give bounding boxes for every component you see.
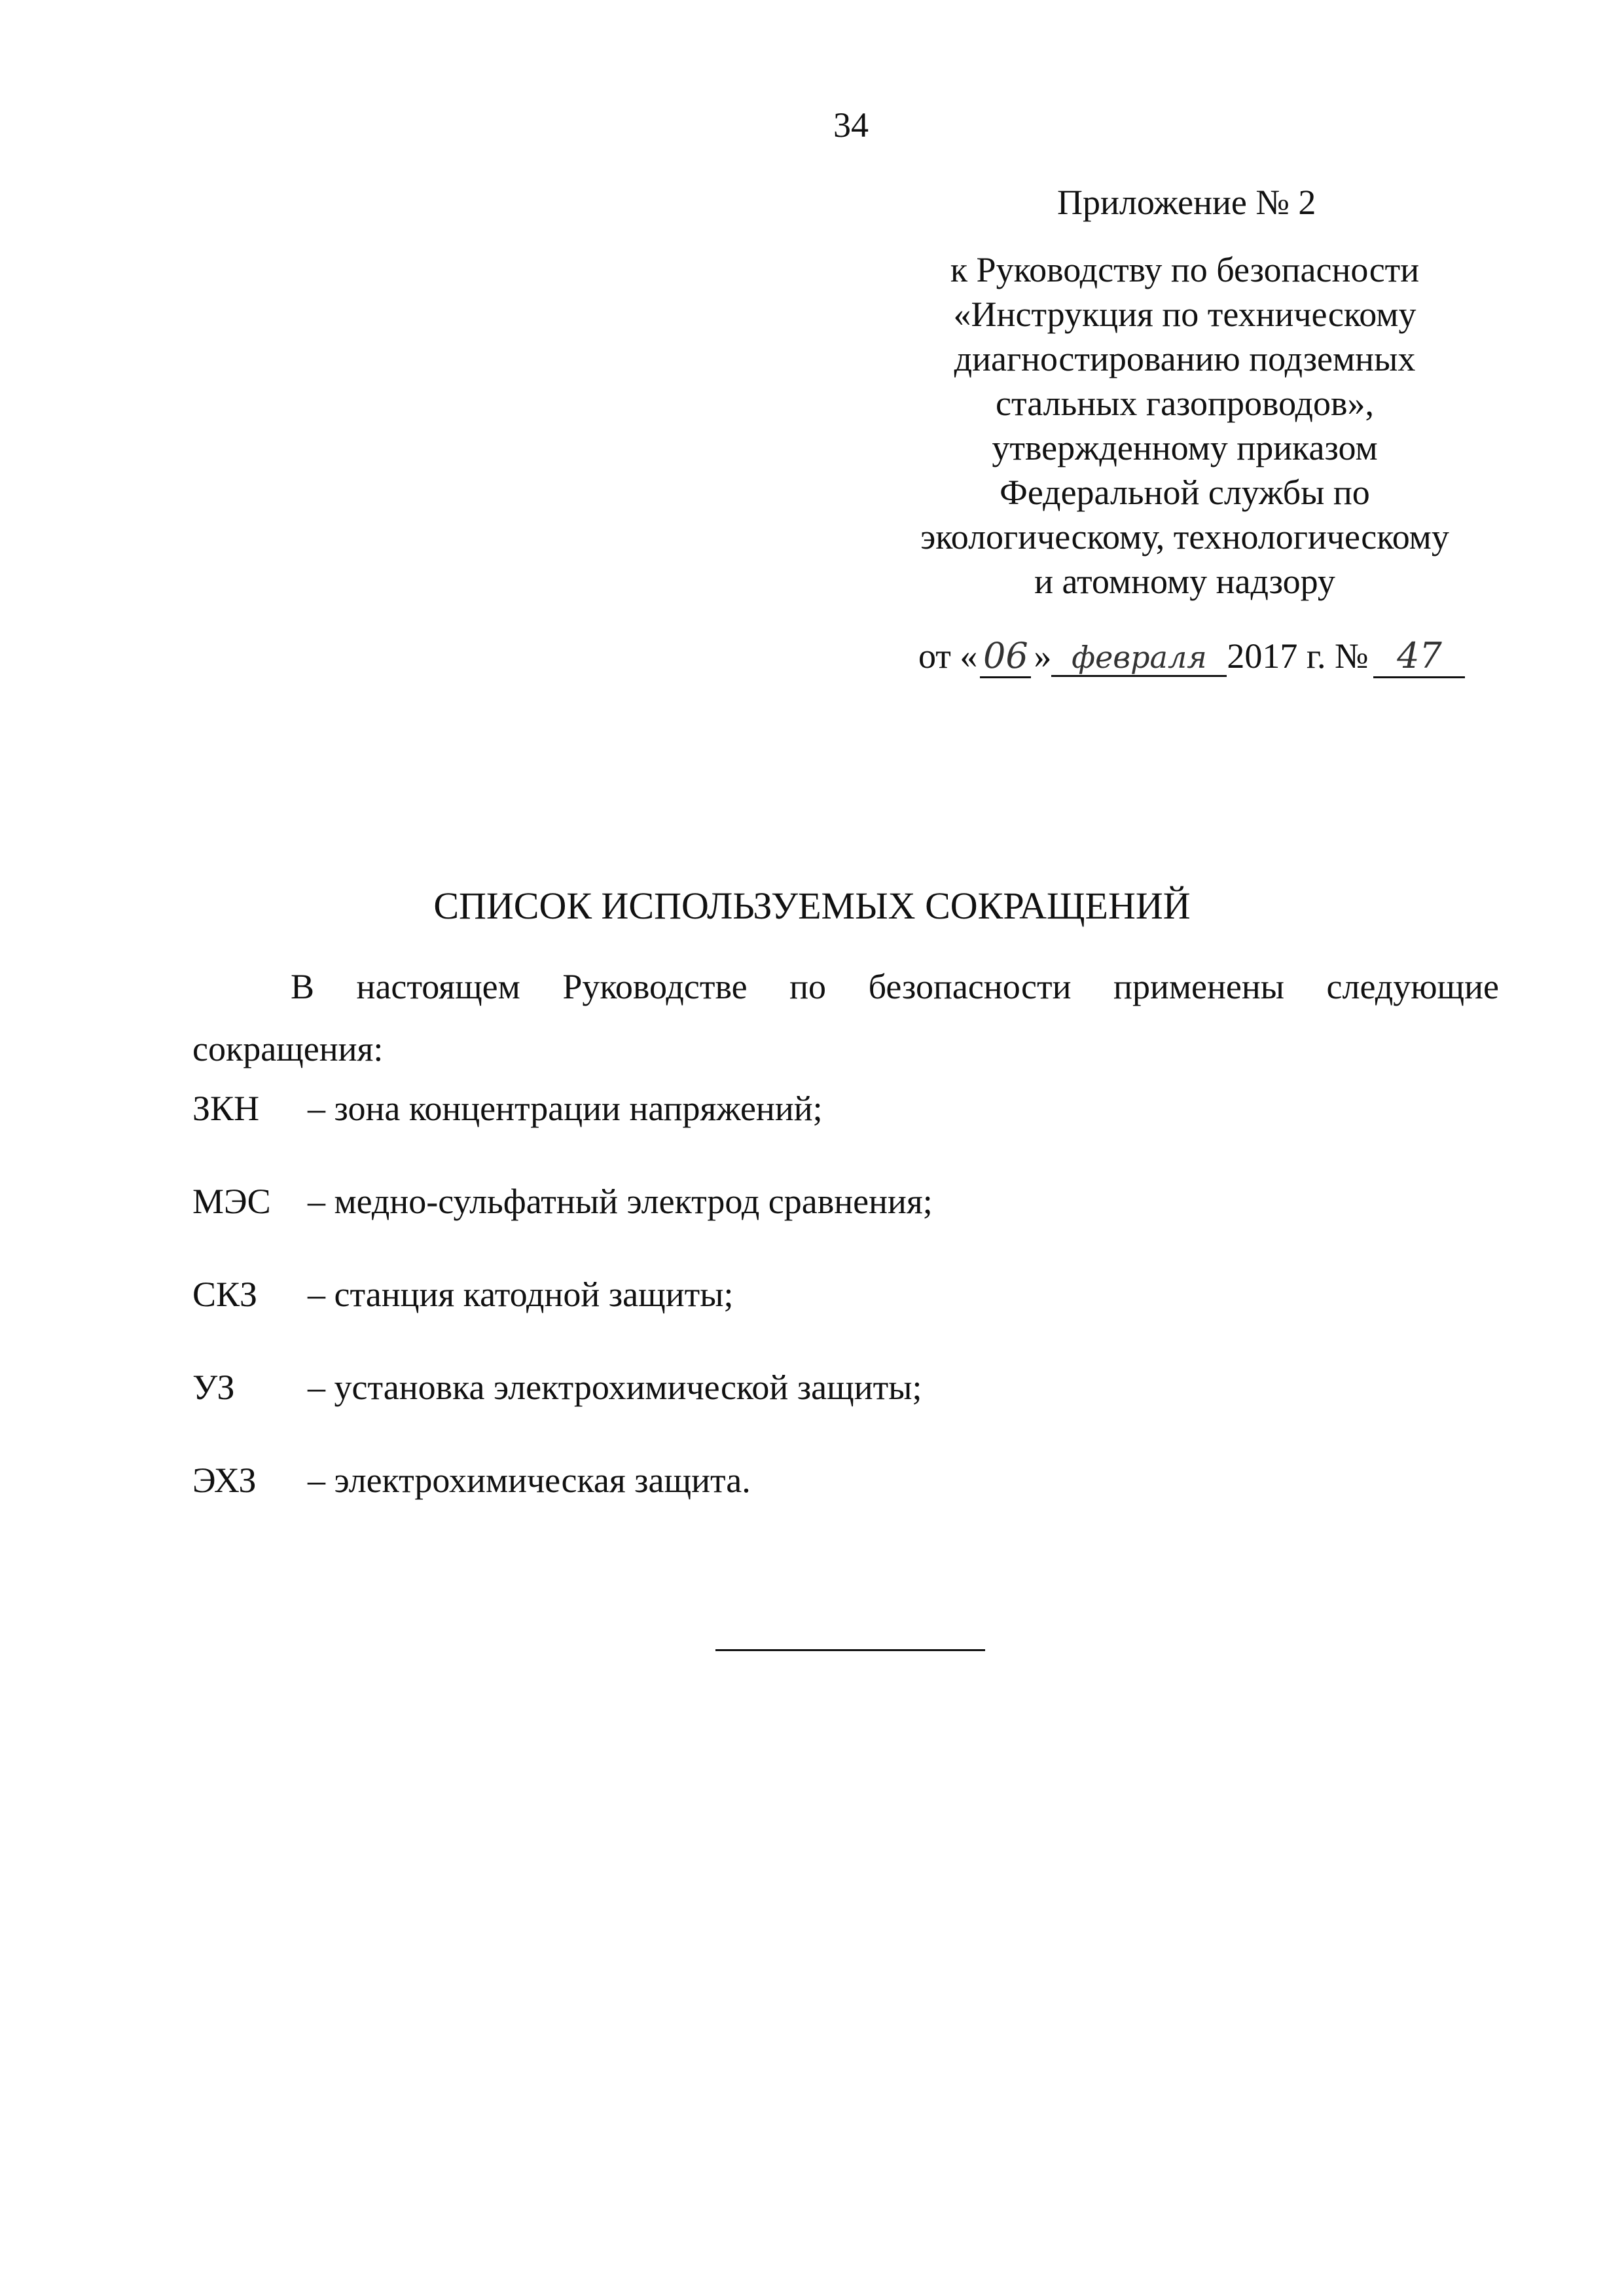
page-number: 34 [833, 105, 869, 145]
intro-paragraph [192, 956, 1499, 1080]
approval-line: диагностированию подземных [954, 339, 1416, 378]
abbreviation-definition: – станция катодной защиты; [308, 1275, 734, 1314]
intro-line-2: сокращения: [192, 1029, 384, 1068]
date-prefix: от « [918, 636, 978, 676]
approval-line: стальных газопроводов», [996, 384, 1374, 423]
abbreviation-definition: – установка электрохимической защиты; [308, 1368, 922, 1407]
abbreviation-code: МЭС [192, 1182, 271, 1221]
approval-line: экологическому, технологическому [920, 517, 1449, 556]
approval-line: и атомному надзору [1034, 562, 1335, 601]
abbreviation-code: ЗКН [192, 1089, 260, 1128]
appendix-title: Приложение № 2 [1057, 183, 1316, 222]
list-item [192, 1088, 1436, 1181]
abbreviation-definition: – зона концентрации напряжений; [308, 1089, 823, 1128]
end-rule-divider [715, 1649, 985, 1651]
list-item [192, 1181, 1436, 1274]
list-item [192, 1460, 1436, 1553]
approval-line: «Инструкция по техническому [953, 295, 1416, 334]
approval-line: к Руководству по безопасности [950, 250, 1420, 289]
abbreviation-definition: – электрохимическая защита. [308, 1461, 751, 1500]
abbreviation-code: УЗ [192, 1368, 235, 1407]
handwritten-month: февраля [1051, 640, 1227, 677]
date-mid: » [1034, 636, 1052, 676]
abbreviation-list [192, 1088, 1436, 1553]
approval-block [871, 247, 1499, 604]
handwritten-order-number: 47 [1373, 635, 1465, 678]
list-item [192, 1274, 1436, 1367]
approval-date-line [918, 635, 1465, 687]
date-year-text: 2017 г. № [1227, 636, 1369, 676]
abbreviation-code: ЭХЗ [192, 1461, 257, 1500]
approval-line: Федеральной службы по [1000, 473, 1370, 512]
section-title: СПИСОК ИСПОЛЬЗУЕМЫХ СОКРАЩЕНИЙ [433, 884, 1191, 927]
approval-line: утвержденному приказом [992, 428, 1378, 467]
list-item [192, 1367, 1436, 1460]
intro-line-1: В настоящем Руководстве по безопасности применены следующие [291, 967, 1499, 1006]
abbreviation-code: СКЗ [192, 1275, 258, 1314]
handwritten-day: 06 [980, 635, 1031, 678]
abbreviation-definition: – медно-сульфатный электрод сравнения; [308, 1182, 933, 1221]
